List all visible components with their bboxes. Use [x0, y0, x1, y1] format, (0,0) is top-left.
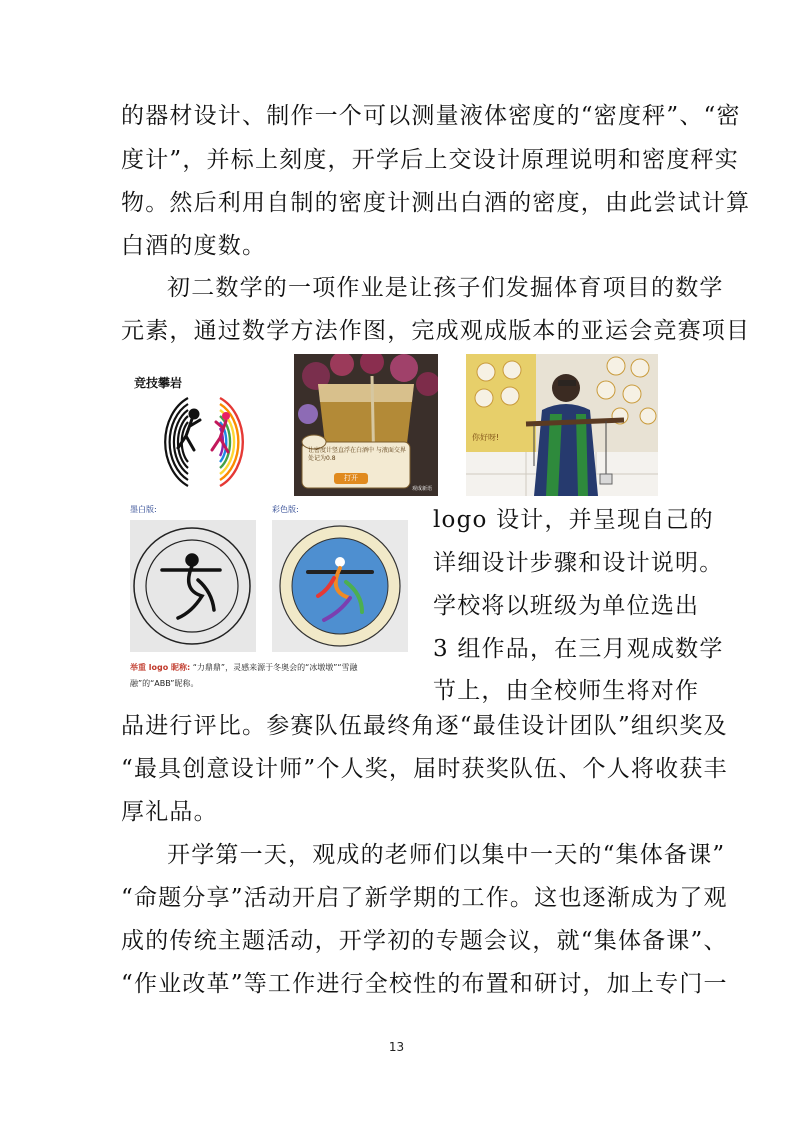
density-cup-photo — [294, 354, 438, 496]
climbing-logo-figure — [128, 356, 288, 494]
p3-line-2: “命题分享”活动开启了新学期的工作。这也逐渐成为了观 — [121, 885, 728, 911]
p2-side-line-5: 节上，由全校师生将对作 — [433, 678, 700, 704]
p1-line-2: 度计”，并标上刻度，开学后上交设计原理说明和密度秤实 — [121, 147, 739, 173]
p2-side-line-2: 详细设计步骤和设计说明。 — [433, 550, 724, 576]
weightlifting-logo-figure — [122, 500, 418, 696]
p2-bottom-line-3: 厚礼品。 — [121, 799, 218, 825]
student-wall-sign: 你好呀! — [472, 433, 500, 442]
p3-line-3: 成的传统主题活动，开学初的专题会议，就“集体备课”、 — [121, 928, 728, 954]
cup-dialog-text: 让密度计竖直浮在白酒中 与液面交界处记为0.8 — [308, 447, 406, 462]
bw-version-label: 墨白版: — [130, 505, 157, 514]
cup-open-button[interactable]: 打开 — [334, 473, 368, 484]
p2-side-line-3: 学校将以班级为单位选出 — [433, 593, 700, 619]
p2-line-1: 初二数学的一项作业是让孩子们发掘体育项目的数学 — [167, 275, 724, 301]
student-photo-graphic — [466, 354, 658, 496]
p2-bottom-line-1: 品进行评比。参赛队伍最终角逐“最佳设计团队”组织奖及 — [121, 713, 728, 739]
p2-bottom-line-2: “最具创意设计师”个人奖，届时获奖队伍、个人将收获丰 — [121, 756, 728, 782]
caption-red-label: 举重 logo 昵称: — [130, 663, 191, 672]
caption-text-1: “力鼎鼎”，灵感来源于冬奥会的“冰墩墩”“雪融 — [192, 663, 358, 672]
p2-line-2: 元素，通过数学方法作图，完成观成版本的亚运会竞赛项目 — [121, 318, 751, 344]
page-number: 13 — [388, 1040, 405, 1054]
p1-line-4: 白酒的度数。 — [121, 233, 267, 259]
color-version-label: 彩色版: — [272, 505, 299, 514]
p2-side-line-1: logo 设计，并呈现自己的 — [433, 507, 714, 533]
p1-line-1: 的器材设计、制作一个可以测量液体密度的“密度秤”、“密 — [121, 103, 741, 129]
p3-line-4: “作业改革”等工作进行全校性的布置和研讨，加上专门一 — [121, 971, 728, 997]
p2-side-line-4: 3 组作品，在三月观成数学 — [433, 636, 724, 662]
cup-watermark: 观成新语 — [412, 486, 433, 492]
p3-line-1: 开学第一天，观成的老师们以集中一天的“集体备课” — [167, 842, 726, 868]
caption-text-2: 融”的“ABB”昵称。 — [130, 679, 199, 688]
student-photo — [466, 354, 658, 496]
weightlifting-caption — [130, 660, 414, 692]
p1-line-3: 物。然后利用自制的密度计测出白酒的密度，由此尝试计算 — [121, 190, 751, 216]
climbing-title: 竞技攀岩 — [134, 376, 183, 390]
